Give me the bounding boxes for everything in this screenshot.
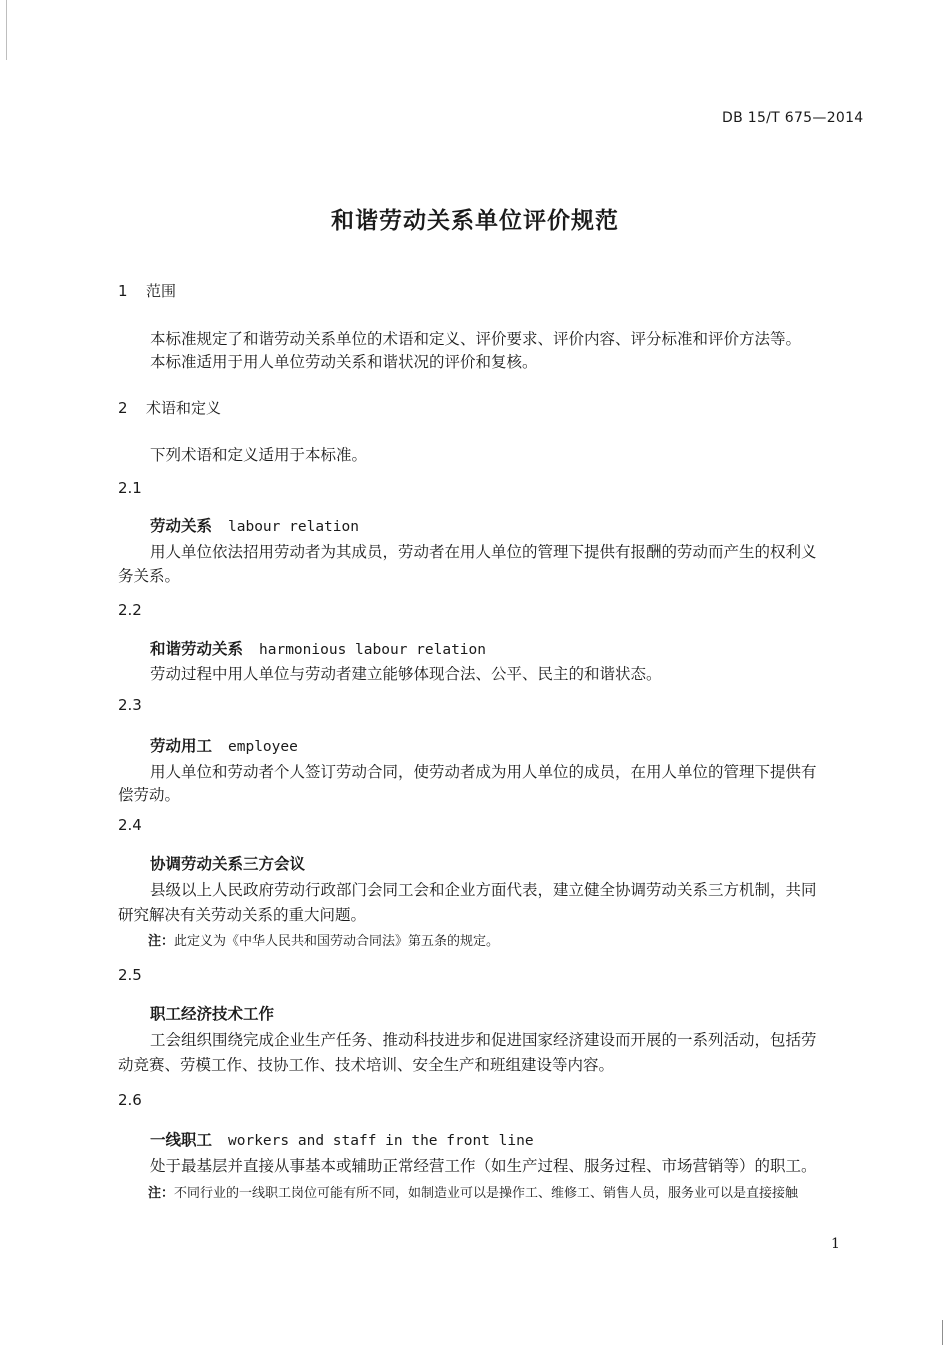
note-text: 不同行业的一线职工岗位可能有所不同，如制造业可以是操作工、维修工、销售人员，服务业可以是直接接触 [174, 1186, 799, 1201]
clause-number: 2.1 [118, 479, 142, 497]
term-en: harmonious labour relation [259, 642, 486, 658]
paragraph-line: 务关系。 [118, 567, 181, 585]
term-zh: 劳动关系 [150, 517, 213, 535]
paragraph: 本标准规定了和谐劳动关系单位的术语和定义、评价要求、评价内容、评分标准和评价方法等。 [150, 330, 802, 348]
paragraph-line: 劳动过程中用人单位与劳动者建立能够体现合法、公平、民主的和谐状态。 [150, 665, 662, 683]
term-zh: 一线职工 [150, 1131, 213, 1149]
paragraph-line: 偿劳动。 [118, 786, 181, 804]
term-heading [150, 1002, 274, 1024]
paragraph-line: 处于最基层并直接从事基本或辅助正常经营工作（如生产过程、服务过程、市场营销等）的职工。 [150, 1157, 817, 1175]
section-2-heading [118, 397, 221, 418]
term-heading [150, 852, 305, 874]
term-heading [150, 514, 359, 536]
scan-edge-mark [942, 1320, 943, 1345]
term-en: workers and staff in the front line [228, 1133, 534, 1149]
term-en: employee [228, 739, 298, 755]
note-label: 注： [148, 934, 175, 949]
paragraph-line: 工会组织围绕完成企业生产任务、推动科技进步和促进国家经济建设而开展的一系列活动，包括劳 [150, 1031, 817, 1049]
term-zh: 和谐劳动关系 [150, 640, 244, 658]
section-number: 2 [118, 399, 128, 417]
clause-number: 2.3 [118, 696, 142, 714]
scan-edge-mark [6, 0, 7, 60]
term-zh: 职工经济技术工作 [150, 1005, 275, 1023]
term-zh: 协调劳动关系三方会议 [150, 855, 306, 873]
term-heading [150, 1128, 534, 1150]
paragraph-line: 用人单位依法招用劳动者为其成员，劳动者在用人单位的管理下提供有报酬的劳动而产生的权利义 [150, 543, 817, 561]
section-title: 范围 [146, 282, 177, 300]
paragraph: 下列术语和定义适用于本标准。 [150, 446, 368, 464]
paragraph: 本标准适用于用人单位劳动关系和谐状况的评价和复核。 [150, 353, 538, 371]
paragraph-line: 动竞赛、劳模工作、技协工作、技术培训、安全生产和班组建设等内容。 [118, 1056, 615, 1074]
paragraph-line: 用人单位和劳动者个人签订劳动合同，使劳动者成为用人单位的成员，在用人单位的管理下提供有 [150, 763, 817, 781]
paragraph-line: 研究解决有关劳动关系的重大问题。 [118, 906, 367, 924]
section-number: 1 [118, 282, 128, 300]
term-heading [150, 734, 298, 756]
note-label: 注： [148, 1186, 175, 1201]
page-title: 和谐劳动关系单位评价规范 [331, 208, 619, 234]
note [148, 930, 499, 949]
doc-number: DB 15/T 675—2014 [722, 110, 864, 126]
paragraph-line: 县级以上人民政府劳动行政部门会同工会和企业方面代表，建立健全协调劳动关系三方机制，共同 [150, 881, 817, 899]
page-number: 1 [831, 1236, 840, 1252]
clause-number: 2.4 [118, 816, 142, 834]
section-title: 术语和定义 [146, 399, 222, 417]
note [148, 1182, 798, 1201]
clause-number: 2.2 [118, 601, 142, 619]
term-zh: 劳动用工 [150, 737, 213, 755]
clause-number: 2.5 [118, 966, 142, 984]
term-heading [150, 637, 486, 659]
clause-number: 2.6 [118, 1091, 142, 1109]
term-en: labour relation [228, 519, 359, 535]
note-text: 此定义为《中华人民共和国劳动合同法》第五条的规定。 [174, 934, 500, 949]
section-1-heading [118, 280, 176, 301]
